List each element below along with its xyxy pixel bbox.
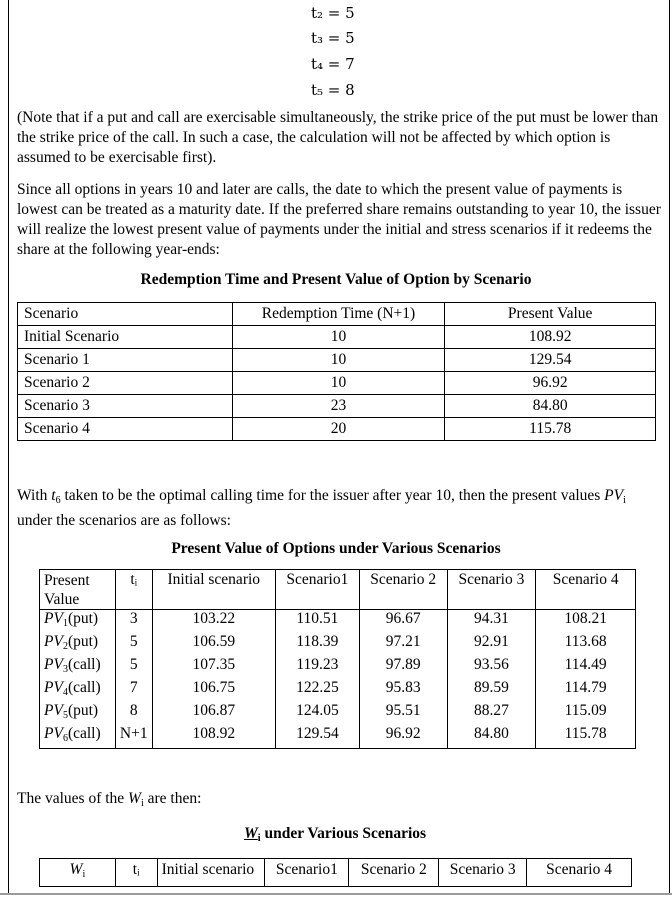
- table-cell: 7: [115, 679, 152, 702]
- table-cell: 8: [115, 702, 152, 725]
- table-cell: 93.56: [447, 656, 536, 679]
- table-cell: 92.91: [447, 633, 536, 656]
- table-row: [40, 679, 636, 702]
- pv-label-cell: [40, 702, 116, 725]
- text-span: under the scenarios are as follows:: [17, 512, 231, 529]
- table-cell: 122.25: [275, 679, 359, 702]
- math-w: W: [69, 861, 83, 878]
- math-pv: PV: [604, 487, 624, 504]
- option-kind: (call): [67, 656, 101, 673]
- header-cell: Scenario 2: [359, 570, 447, 610]
- table-header-row: [40, 570, 636, 610]
- math-sub: 4: [62, 687, 68, 698]
- header-cell: Scenario1: [265, 859, 349, 887]
- math-pv: PV: [44, 610, 63, 627]
- table-cell: 96.92: [445, 372, 656, 395]
- table-cell: 113.68: [536, 633, 636, 656]
- table-cell: 106.75: [152, 679, 275, 702]
- table-row: [18, 418, 656, 441]
- table-cell: 106.87: [152, 702, 275, 725]
- text-span: The values of the: [17, 790, 129, 807]
- table-cell: Scenario 1: [18, 349, 233, 372]
- math-sub: i: [140, 798, 144, 809]
- math-t: t: [51, 487, 56, 504]
- table-cell: 95.51: [359, 702, 447, 725]
- header-cell: Present Value: [40, 570, 116, 610]
- table-cell: 106.59: [152, 633, 275, 656]
- table-row: [40, 702, 636, 725]
- table-cell: 108.21: [536, 610, 636, 634]
- option-kind: (call): [67, 679, 101, 696]
- header-cell: Initial scenario: [157, 859, 265, 887]
- math-sub: 5: [62, 710, 68, 721]
- header-cell: Scenario 3: [447, 570, 536, 610]
- math-w: W: [244, 825, 258, 842]
- equation-t3: t₃ = 5: [311, 29, 355, 47]
- math-w: W: [128, 790, 141, 807]
- table-cell: 108.92: [152, 725, 275, 749]
- table2-caption: Present Value of Options under Various Scenarios: [171, 540, 501, 557]
- header-cell: Scenario 4: [527, 859, 632, 887]
- table-cell: 108.92: [445, 326, 656, 349]
- table-cell: 114.79: [536, 679, 636, 702]
- math-sub: i: [257, 833, 261, 844]
- table-cell: Scenario 4: [18, 418, 233, 441]
- caption-w: [244, 825, 261, 842]
- math-sub: 6: [55, 495, 61, 506]
- table-row: [40, 610, 636, 634]
- table-cell: 3: [115, 610, 152, 634]
- table3-caption: [244, 825, 426, 844]
- caption-text: under Various Scenarios: [260, 825, 427, 842]
- table-cell: Initial Scenario: [18, 326, 233, 349]
- pv-label-cell: [40, 725, 116, 749]
- header-cell: tᵢ: [115, 570, 152, 610]
- table-cell: 5: [115, 656, 152, 679]
- note-paragraph: (Note that if a put and call are exercisable simultaneously, the strike price of the put must be lower than the strike price of the call. In such a case, the calculation will not be affected by which option is assumed to be exercisable first).: [17, 109, 659, 166]
- table-row: [18, 326, 656, 349]
- table-cell: 5: [115, 633, 152, 656]
- table-cell: 114.49: [536, 656, 636, 679]
- table-cell: 96.92: [359, 725, 447, 749]
- table-row: [40, 633, 636, 656]
- table-cell: 129.54: [445, 349, 656, 372]
- header-cell: Redemption Time (N+1): [232, 303, 445, 326]
- pv-label-cell: [40, 610, 116, 634]
- math-pv: PV: [44, 656, 63, 673]
- table-cell: 119.23: [275, 656, 359, 679]
- text-span: taken to be the optimal calling time for the issuer after year 10, then the present values: [60, 487, 605, 504]
- equation-t5: t₅ = 8: [311, 81, 355, 99]
- w-table-clip: [39, 858, 633, 893]
- math-pv: PV: [44, 633, 63, 650]
- header-cell: Initial scenario: [152, 570, 275, 610]
- table-cell: 88.27: [447, 702, 536, 725]
- table-row: [40, 656, 636, 679]
- table-row: [18, 372, 656, 395]
- math-sub: 3: [62, 664, 68, 675]
- present-value-table: [39, 569, 636, 749]
- table-cell: Scenario 2: [18, 372, 233, 395]
- table-header-row: [18, 303, 656, 326]
- paragraph-redemption: Since all options in years 10 and later are calls, the date to which the present value of payments is lowest can be treated as a maturity date. If the preferred share remains outstanding to year 10, the issuer will realize the lowest present value of payments under the initial and stress scenarios if it redeems the share at the following year-ends:: [17, 181, 661, 258]
- header-cell: [40, 859, 116, 887]
- table-cell: 118.39: [275, 633, 359, 656]
- pv-label-cell: [40, 656, 116, 679]
- redemption-table: [17, 302, 656, 441]
- text-span: are then:: [143, 790, 202, 807]
- table-cell: 96.67: [359, 610, 447, 634]
- header-cell: Scenario 3: [439, 859, 527, 887]
- table-cell: 10: [232, 372, 445, 395]
- table-cell: 115.78: [536, 725, 636, 749]
- table1-caption: Redemption Time and Present Value of Option by Scenario: [140, 271, 532, 288]
- table-cell: 97.89: [359, 656, 447, 679]
- table-cell: 97.21: [359, 633, 447, 656]
- table-cell: 84.80: [445, 395, 656, 418]
- header-cell: Scenario 2: [349, 859, 439, 887]
- table-cell: 10: [232, 326, 445, 349]
- table-cell: Scenario 3: [18, 395, 233, 418]
- header-cell: Scenario 4: [536, 570, 636, 610]
- table-cell: 103.22: [152, 610, 275, 634]
- table-cell: 107.35: [152, 656, 275, 679]
- header-cell: Present Value: [445, 303, 656, 326]
- option-kind: (put): [67, 610, 99, 627]
- table-cell: 115.78: [445, 418, 656, 441]
- table-cell: 23: [232, 395, 445, 418]
- math-sub: 2: [62, 641, 68, 652]
- table-row: [18, 395, 656, 418]
- equation-t4: t₄ = 7: [311, 55, 355, 73]
- table-cell: 10: [232, 349, 445, 372]
- math-sub: 6: [62, 733, 68, 744]
- math-pv: PV: [44, 679, 63, 696]
- math-pv: PV: [44, 702, 63, 719]
- table-cell: 20: [232, 418, 445, 441]
- table-cell: 95.83: [359, 679, 447, 702]
- option-kind: (put): [67, 702, 99, 719]
- page-bottom-rule: [0, 893, 672, 895]
- table-cell: 129.54: [275, 725, 359, 749]
- table-cell: 115.09: [536, 702, 636, 725]
- math-sub: i: [623, 495, 626, 506]
- w-table: [39, 858, 632, 887]
- table-header-row: [40, 859, 632, 887]
- table-cell: 89.59: [447, 679, 536, 702]
- header-cell: tᵢ: [115, 859, 157, 887]
- header-cell: Scenario: [18, 303, 233, 326]
- pv-label-cell: [40, 633, 116, 656]
- paragraph-pv: [17, 486, 662, 531]
- equation-t2: t₂ = 5: [311, 4, 355, 22]
- math-pv: PV: [44, 725, 63, 742]
- pv-label-cell: [40, 679, 116, 702]
- option-kind: (put): [67, 633, 99, 650]
- math-sub: 1: [62, 618, 68, 629]
- table-cell: N+1: [115, 725, 152, 749]
- table-cell: 94.31: [447, 610, 536, 634]
- table-row: [18, 349, 656, 372]
- math-sub: i: [82, 869, 86, 880]
- table-row: [40, 725, 636, 749]
- table-cell: 124.05: [275, 702, 359, 725]
- header-cell: Scenario1: [275, 570, 359, 610]
- option-kind: (call): [67, 725, 101, 742]
- table-cell: 110.51: [275, 610, 359, 634]
- paragraph-w: [17, 789, 662, 814]
- text-span: With: [17, 487, 52, 504]
- table-cell: 84.80: [447, 725, 536, 749]
